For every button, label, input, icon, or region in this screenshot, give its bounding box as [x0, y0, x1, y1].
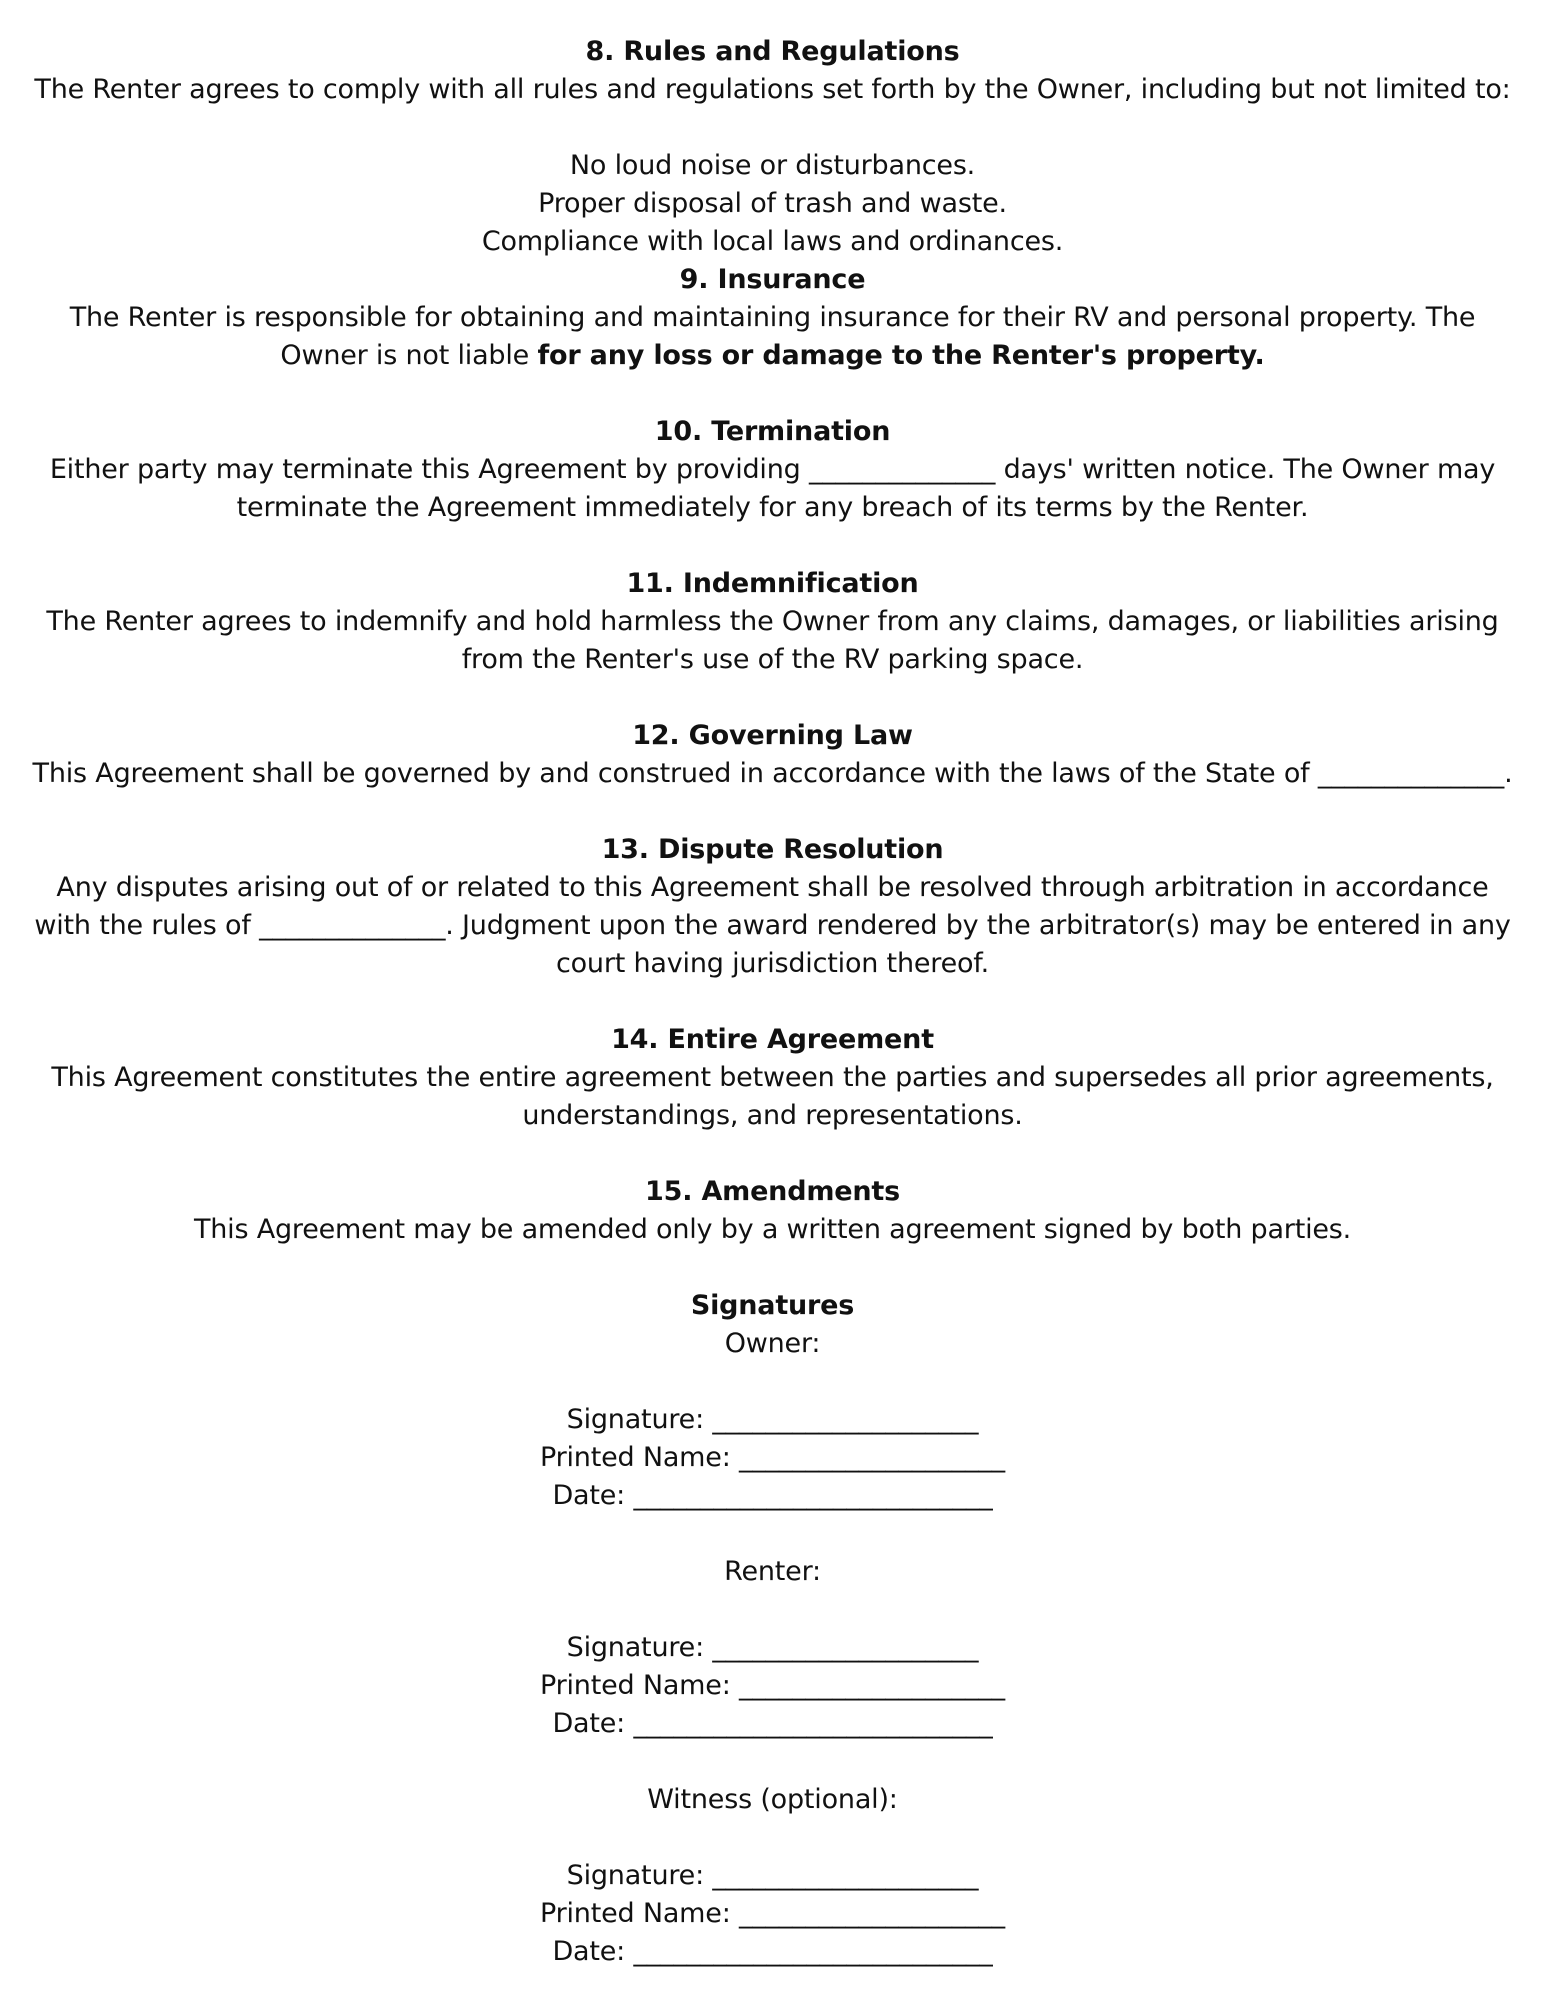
renter-signature-block — [0, 1553, 1545, 1781]
section-indemnification — [0, 565, 1545, 717]
section-dispute-resolution — [0, 831, 1545, 1021]
party-label: Witness (optional): — [647, 1784, 898, 1815]
section-heading: 12. Governing Law — [632, 720, 913, 751]
list-item: Compliance with local laws and ordinances. — [481, 226, 1064, 257]
section-governing-law — [0, 717, 1545, 831]
section-text: The Renter agrees to indemnify and hold harmless the Owner from any claims, damages, or liabilities arising — [46, 606, 1499, 637]
text-fragment: . Judgment upon the award rendered by the arbitrator(s) may be entered in any — [445, 910, 1511, 941]
section-insurance — [0, 261, 1545, 413]
agreement-page — [0, 33, 1545, 1971]
section-heading: 13. Dispute Resolution — [601, 834, 944, 865]
text-fragment: Owner is not liable — [280, 340, 538, 371]
notice-days-blank[interactable]: ______________ — [808, 454, 996, 485]
section-text: The Renter agrees to comply with all rules and regulations set forth by the Owner, including but not limited to: — [34, 74, 1511, 105]
state-blank[interactable]: ______________ — [1317, 758, 1505, 789]
section-heading: 15. Amendments — [645, 1176, 900, 1207]
spacer — [0, 983, 1545, 1021]
witness-date-field[interactable]: Date: ___________________________ — [552, 1936, 993, 1967]
owner-printed-name-field[interactable]: Printed Name: ____________________ — [540, 1442, 1005, 1473]
section-heading: 14. Entire Agreement — [611, 1024, 934, 1055]
spacer — [0, 1363, 1545, 1401]
owner-date-field[interactable]: Date: ___________________________ — [552, 1480, 993, 1511]
section-text: The Renter is responsible for obtaining and maintaining insurance for their RV and personal property. The — [69, 302, 1476, 333]
text-fragment: . — [1504, 758, 1513, 789]
section-text — [0, 451, 1545, 489]
signatures-heading: Signatures — [690, 1290, 855, 1321]
spacer — [0, 1135, 1545, 1173]
section-text — [0, 755, 1545, 793]
witness-signature-field[interactable]: Signature: ____________________ — [566, 1860, 979, 1891]
owner-signature-block — [0, 1325, 1545, 1553]
renter-printed-name-field[interactable]: Printed Name: ____________________ — [540, 1670, 1005, 1701]
text-fragment: Either party may terminate this Agreement by providing — [49, 454, 809, 485]
section-text — [0, 337, 1545, 375]
witness-signature-block — [0, 1781, 1545, 1971]
party-label: Owner: — [724, 1328, 821, 1359]
list-item: Proper disposal of trash and waste. — [538, 188, 1007, 219]
section-text: terminate the Agreement immediately for any breach of its terms by the Renter. — [236, 492, 1309, 523]
section-text: court having jurisdiction thereof. — [555, 948, 990, 979]
spacer — [0, 527, 1545, 565]
spacer — [0, 1515, 1545, 1553]
text-fragment: days' written notice. The Owner may — [995, 454, 1496, 485]
renter-date-field[interactable]: Date: ___________________________ — [552, 1708, 993, 1739]
party-label: Renter: — [724, 1556, 821, 1587]
spacer — [0, 1249, 1545, 1287]
owner-signature-field[interactable]: Signature: ____________________ — [566, 1404, 979, 1435]
section-text: understandings, and representations. — [522, 1100, 1023, 1131]
spacer — [0, 109, 1545, 147]
section-text — [0, 907, 1545, 945]
section-text: This Agreement constitutes the entire agreement between the parties and supersedes all prior agreements, — [51, 1062, 1494, 1093]
spacer — [0, 1743, 1545, 1781]
section-amendments — [0, 1173, 1545, 1287]
section-text: Any disputes arising out of or related to this Agreement shall be resolved through arbitration in accordance — [56, 872, 1489, 903]
renter-signature-field[interactable]: Signature: ____________________ — [566, 1632, 979, 1663]
section-entire-agreement — [0, 1021, 1545, 1173]
arbitration-rules-blank[interactable]: ______________ — [259, 910, 446, 941]
text-fragment: This Agreement shall be governed by and construed in accordance with the laws of the State of — [32, 758, 1318, 789]
spacer — [0, 679, 1545, 717]
spacer — [0, 375, 1545, 413]
spacer — [0, 793, 1545, 831]
text-fragment: with the rules of — [34, 910, 260, 941]
section-heading: 10. Termination — [654, 416, 891, 447]
section-heading: 8. Rules and Regulations — [585, 36, 960, 67]
bold-text-fragment: for any loss or damage to the Renter's property. — [537, 340, 1265, 371]
section-text: This Agreement may be amended only by a written agreement signed by both parties. — [193, 1214, 1352, 1245]
witness-printed-name-field[interactable]: Printed Name: ____________________ — [540, 1898, 1005, 1929]
list-item: No loud noise or disturbances. — [569, 150, 976, 181]
section-rules — [0, 33, 1545, 261]
spacer — [0, 1591, 1545, 1629]
spacer — [0, 1819, 1545, 1857]
section-termination — [0, 413, 1545, 565]
section-heading: 9. Insurance — [679, 264, 866, 295]
section-text: from the Renter's use of the RV parking space. — [461, 644, 1084, 675]
section-heading: 11. Indemnification — [626, 568, 919, 599]
signatures-block — [0, 1287, 1545, 1971]
